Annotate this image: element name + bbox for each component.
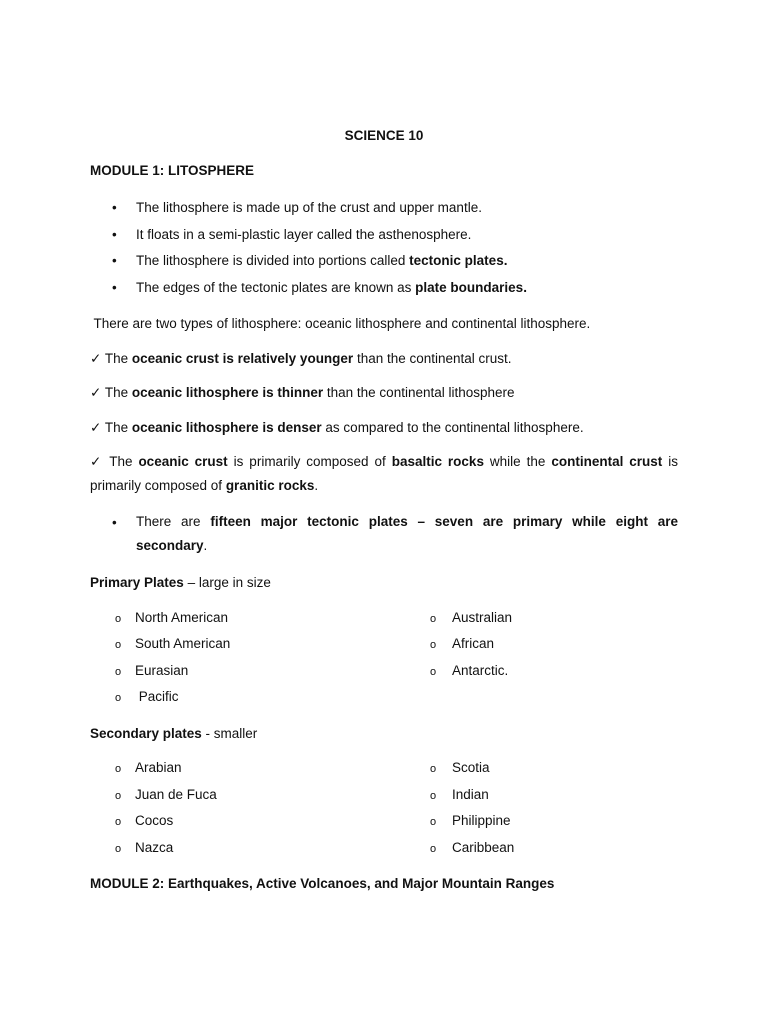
- check-text: The: [104, 420, 132, 435]
- list-marker: o: [115, 613, 122, 625]
- list-item: Caribbean: [452, 840, 515, 855]
- lithosphere-types-sentence: There are two types of lithosphere: oceanic lithosphere and continental lithosphere.: [90, 316, 591, 331]
- bullet-item: [112, 227, 471, 242]
- document-title: SCIENCE 10: [344, 128, 424, 143]
- list-item: African: [452, 636, 495, 651]
- check-bold-text: oceanic crust is relatively younger: [131, 351, 354, 366]
- check-text: The: [104, 385, 132, 400]
- bold-text: basaltic rocks: [391, 454, 484, 469]
- bold-text: oceanic crust: [138, 454, 228, 469]
- bullet-item: [112, 253, 507, 268]
- bold-text: granitic rocks: [225, 478, 315, 493]
- bullet-icon: •: [112, 280, 117, 295]
- text: There are: [136, 514, 211, 529]
- bold-text: continental crust: [551, 454, 663, 469]
- secondary-plates-heading: [90, 726, 257, 741]
- primary-plates-label: Primary Plates: [90, 575, 184, 590]
- check-item: [90, 351, 512, 367]
- list-marker: o: [430, 816, 437, 828]
- text: .: [203, 538, 208, 553]
- check-item: [90, 385, 515, 401]
- list-marker: o: [430, 666, 437, 678]
- list-item: South American: [135, 636, 231, 651]
- list-item: North American: [135, 610, 229, 625]
- check-text: than the continental lithosphere: [323, 385, 515, 400]
- module2-heading: MODULE 2: Earthquakes, Active Volcanoes, and Major Mountain Ranges: [90, 876, 555, 891]
- list-marker: o: [430, 763, 437, 775]
- module1-heading: MODULE 1: LITOSPHERE: [90, 163, 255, 178]
- secondary-plates-desc: - smaller: [201, 726, 258, 741]
- text: The: [109, 454, 139, 469]
- text: while the: [483, 454, 552, 469]
- list-item: Pacific: [135, 689, 179, 704]
- text: is primarily composed of: [90, 454, 678, 493]
- list-item: Cocos: [135, 813, 174, 828]
- list-marker: o: [115, 763, 122, 775]
- list-item: Australian: [452, 610, 513, 625]
- bullet-bold-text: plate boundaries.: [415, 280, 527, 295]
- plates-paragraph: [136, 510, 678, 558]
- check-icon: ✓: [90, 454, 104, 469]
- bold-text: fifteen major tectonic plates: [210, 514, 408, 529]
- list-item: Arabian: [135, 760, 182, 775]
- check-text: than the continental crust.: [353, 351, 512, 366]
- primary-plates-desc: – large in size: [183, 575, 271, 590]
- bullet-text: The edges of the tectonic plates are known as: [136, 280, 416, 295]
- list-item: Juan de Fuca: [135, 787, 217, 802]
- bullet-text: The lithosphere is made up of the crust and upper mantle.: [136, 200, 482, 215]
- secondary-plates-label: Secondary plates: [90, 726, 202, 741]
- bullet-icon: •: [112, 515, 117, 530]
- text: –: [407, 514, 435, 529]
- text: is primarily composed of: [227, 454, 392, 469]
- bullet-item: [112, 200, 482, 215]
- list-marker: o: [115, 639, 122, 651]
- bullet-item: [112, 280, 527, 295]
- list-marker: o: [115, 692, 122, 704]
- check-item: [90, 420, 584, 436]
- check-bold-text: oceanic lithosphere is thinner: [131, 385, 324, 400]
- check-icon: ✓: [90, 385, 102, 400]
- list-marker: o: [115, 790, 122, 802]
- list-marker: o: [115, 843, 122, 855]
- list-marker: o: [115, 666, 122, 678]
- text: .: [314, 478, 319, 493]
- bullet-icon: •: [112, 200, 117, 215]
- list-marker: o: [430, 843, 437, 855]
- bullet-icon: •: [112, 253, 117, 268]
- list-marker: o: [430, 613, 437, 625]
- list-marker: o: [430, 790, 437, 802]
- check-icon: ✓: [90, 351, 102, 366]
- composition-paragraph: [90, 450, 678, 498]
- check-bold-text: oceanic lithosphere is denser: [131, 420, 322, 435]
- list-marker: o: [115, 816, 122, 828]
- list-item: Philippine: [452, 813, 511, 828]
- list-item: Indian: [452, 787, 489, 802]
- list-marker: o: [430, 639, 437, 651]
- list-item: Eurasian: [135, 663, 189, 678]
- bullet-text: It floats in a semi-plastic layer called the asthenosphere.: [136, 227, 472, 242]
- list-item: Nazca: [135, 840, 174, 855]
- check-text: The: [104, 351, 132, 366]
- list-item: Scotia: [452, 760, 490, 775]
- bold-text: seven are primary while eight are secondary: [136, 514, 679, 553]
- list-item: Antarctic.: [452, 663, 509, 678]
- bullet-text: The lithosphere is divided into portions called: [136, 253, 410, 268]
- check-text: as compared to the continental lithosphere.: [321, 420, 584, 435]
- check-icon: ✓: [90, 420, 102, 435]
- bullet-icon: •: [112, 227, 117, 242]
- bullet-bold-text: tectonic plates.: [409, 253, 508, 268]
- primary-plates-heading: [90, 575, 271, 590]
